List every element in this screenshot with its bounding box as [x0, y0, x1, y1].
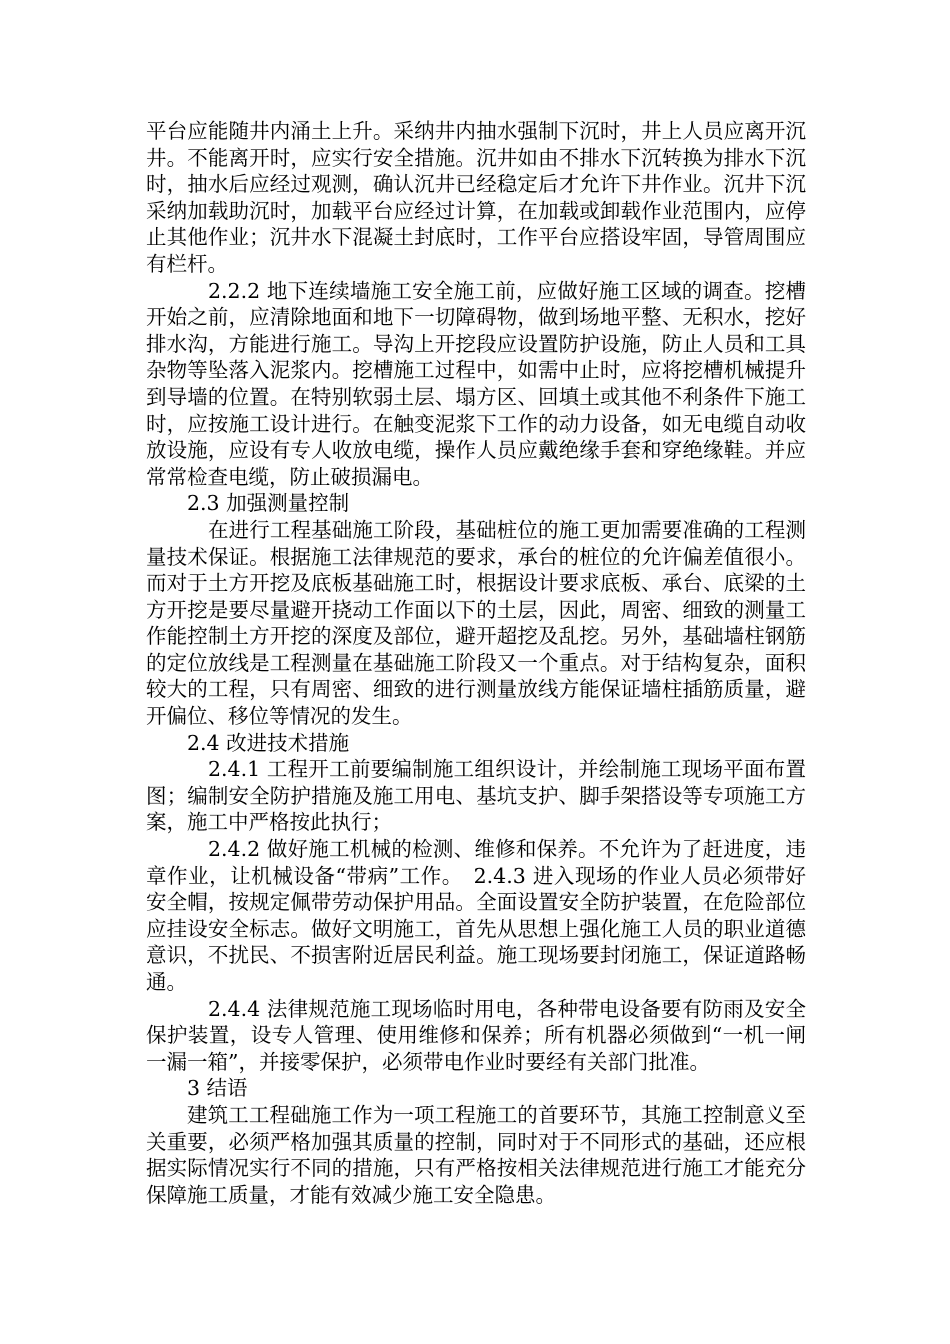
- paragraph-2-4-2: 2.4.2 做好施工机械的检测、维修和保养。不允许为了赶进度，违章作业，让机械设备“带病”工作。 2.4.3 进入现场的作业人员必须带好安全帽，按规定佩带劳动保护用品。全面设置安全防护装置，在危险部位应挂设安全标志。做好文明施工，首先从思想上强化施工人员的职业道德意识，不扰民、不损害附近居民利益。施工现场要封闭施工，保证道路畅通。: [146, 837, 806, 994]
- document-page: [146, 118, 806, 1208]
- paragraph-2-2-2: 2.2.2 地下连续墙施工安全施工前，应做好施工区域的调查。挖槽开始之前，应清除地面和地下一切障碍物，做到场地平整、无积水，挖好排水沟，方能进行施工。导沟上开挖段应设置防护设施，防止人员和工具杂物等坠落入泥浆内。挖槽施工过程中，如需中止时，应将挖槽机械提升到导墙的位置。在特别软弱土层、塌方区、回填土或其他不利条件下施工时，应按施工设计进行。在触变泥浆下工作的动力设备，如无电缆自动收放设施，应设有专人收放电缆，操作人员应戴绝缘手套和穿绝缘鞋。并应常常检查电缆，防止破损漏电。: [146, 278, 806, 489]
- paragraph-2-4-4: 2.4.4 法律规范施工现场临时用电，各种带电设备要有防雨及安全保护装置，设专人管理、使用维修和保养；所有机器必须做到“一机一闸一漏一箱”，并接零保护，必须带电作业时要经有关部门批准。: [146, 996, 806, 1074]
- heading-2-3: 2.3 加强测量控制: [187, 491, 350, 516]
- heading-3-conclusion: 3 结语: [187, 1076, 248, 1101]
- paragraph-conclusion: 建筑工工程础施工作为一项工程施工的首要环节，其施工控制意义至关重要，必须严格加强其质量的控制，同时对于不同形式的基础，还应根据实际情况实行不同的措施，只有严格按相关法律规范进行施工才能充分保障施工质量，才能有效减少施工安全隐患。: [146, 1102, 806, 1207]
- paragraph-sinking-well: 平台应能随井内涌土上升。采纳井内抽水强制下沉时，井上人员应离开沉井。不能离开时，应实行安全措施。沉井如由不排水下沉转换为排水下沉时，抽水后应经过观测，确认沉井已经稳定后才允许下井作业。沉井下沉采纳加载助沉时，加载平台应经过计算，在加载或卸载作业范围内，应停止其他作业；沉井水下混凝土封底时，工作平台应搭设牢固，导管周围应有栏杆。: [146, 119, 806, 276]
- paragraph-2-3-body: 在进行工程基础施工阶段，基础桩位的施工更加需要准确的工程测量技术保证。根据施工法律规范的要求，承台的桩位的允许偏差值很小。而对于土方开挖及底板基础施工时，根据设计要求底板、承台、底梁的土方开挖是要尽量避开挠动工作面以下的土层，因此，周密、细致的测量工作能控制土方开挖的深度及部位，避开超挖及乱挖。另外，基础墙柱钢筋的定位放线是工程测量在基础施工阶段又一个重点。对于结构复杂，面积较大的工程，只有周密、细致的进行测量放线方能保证墙柱插筋质量，避开偏位、移位等情况的发生。: [146, 517, 806, 729]
- heading-2-4: 2.4 改进技术措施: [187, 730, 350, 755]
- paragraph-2-4-1: 2.4.1 工程开工前要编制施工组织设计，并绘制施工现场平面布置图；编制安全防护措施及施工用电、基坑支护、脚手架搭设等专项施工方案，施工中严格按此执行；: [146, 757, 806, 835]
